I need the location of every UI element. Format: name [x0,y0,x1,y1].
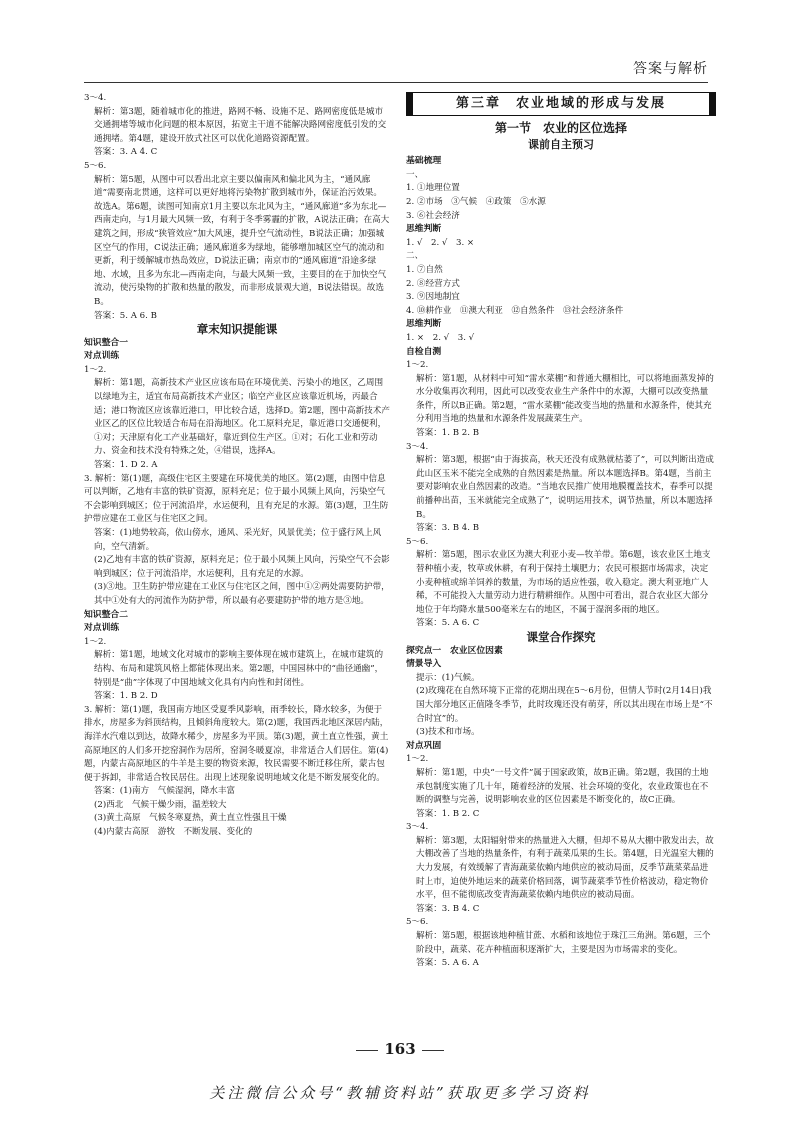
text-line: 1～2. [406,754,429,765]
text-line: 1～2. [84,636,107,647]
sub-heading: 对点巩固 [406,740,442,751]
section-heading: 章末知识提能课 [196,322,278,337]
header-title: 答案与解析 [633,61,708,77]
answer-paragraph: 解析：第1题，中央“一号文件”属于国家政策，故B正确。第2题，我国的土地承包制度实施了几十年，随着经济的发展、社会环境的变化，农业政策也在不断的调整与完善，说明影响农业的区位因素是不断变化的，故C正确。 [416,767,709,806]
text-line: 二、 [406,251,424,262]
answer-paragraph: (2)西北 气候干燥少雨，温差较大 [94,799,227,810]
sub-heading: 思维判断 [406,224,442,235]
page-number-text: 163 [384,1040,416,1058]
answer-paragraph: 解析：第1题，高新技术产业区应该布局在环境优美、污染小的地区，乙周围以绿地为主，适宜布局高新技术产业区；临空产业区应该靠近机场，丙最合适；港口物流区应该靠近港口，甲比较合适，选择D。第2题，图中高新技术产业区乙的区位比较适合布局在沿海地区。化工原料充足，靠近港口交通便利，①对；天津原有化工产业基础好，靠近到位生产区。①对；石化工业和劳动力、资金和技术没有特殊之处，④错误，选择A。 [94,378,390,457]
answer-paragraph: 解析：第5题，图示农业区为澳大利亚小麦—牧羊带。第6题，该农业区土地支替种植小麦，牧草或休耕，有利于保持土壤肥力；农民可根据市场需求，决定小麦种植或绵羊饲养的数量，为市场的适应性强，收入稳定。澳大利亚地广人稀，不可能投入大量劳动力进行精耕细作。从图中可看出，混合农业区大部分地位于年均降水量500毫米左右的地区，不属于湿润多雨的地区。 [416,550,711,615]
answer-paragraph: 答案：3. A 4. C [94,147,158,158]
text-line: 4. ⑩耕作业 ⑪澳大利亚 ⑫自然条件 ⑬社会经济条件 [406,305,624,316]
answer-paragraph: 解析：第3题，根据“由于海拔高，秋天还没有成熟就枯萎了”，可以判断出造成此山区玉米不能完全成熟的自然因素是热量。所以本题选择B。第4题，当前主要对影响农业自然因素的改造。“当地农民推广使用地膜覆盖技术，春季可以提前播种出苗，玉米就能完全成熟了”，说明运用技术，调节热量，所以本题选择B。 [416,455,714,520]
answer-paragraph: 答案：(1)南方 气候湿润，降水丰富 [94,786,236,797]
page-number-rule-left [356,1050,378,1051]
answer-paragraph: 解析：第5题，从图中可以看出北京主要以偏南风和偏北风为主，“通风廊道”需要南北贯通，这样可以更好地将污染物扩散到城市外，保证治污效果。故选A。第6题，读图可知南京1月主要以东北风为主，“通风廊道”多为东北—西南走向，与1月最大风频一致，有利于冬季雾霾的扩散，A说法正确；在高大建筑之间，形成“狭管效应”加大风速，提升空气流动性，B说法正确；加强城区空气的作用，C说法正确；通风廊道多为绿地，能够增加城区空气的流动和更新，利于缓解城市热岛效应，D说法正确；南京市的“通风廊道”沿途多绿地、水域，且多为东北—西南走向，与最大风频一致，主要目的在于加快空气流动，使污染物的扩散和热量的散发，而非形成景观大道，B说法错误。故选B。 [94,174,390,307]
text-line: 5～6. [406,536,429,547]
text-line: 5～6. [406,917,429,928]
text-line: 2. ②市场 ③气候 ④政策 ⑤水源 [406,196,546,207]
answer-paragraph: 解析：第3题，随着城市化的推进，路网不畅、设施不足、路网密度低是城市交通拥堵等城市化问题的根本原因，拓宽主干道不能解决路网密度低引发的交通拥堵。第4题，建设开放式社区可以优化道路资源配置。 [94,106,387,144]
text-line: 1. √ 2. √ 3. × [406,237,475,248]
answer-paragraph: 答案：1. D 2. A [94,460,158,471]
sub-heading: 对点训练 [84,623,120,634]
answer-paragraph: (3)技术和市场。 [416,727,480,738]
answer-paragraph: 答案：5. A 6. B [94,310,157,321]
sub-heading: 对点训练 [84,351,120,362]
answer-paragraph: 答案：5. A 6. A [416,958,479,969]
text-line: 3. 解析：第(1)题，我国南方地区受夏季风影响，雨季较长，降水较多，为便于排水，房屋多为斜顶结构，且倾斜角度较大。第(2)题，我国西北地区深居内陆，海洋水汽难以到达，故降水稀少，房屋多为平顶。第(3)题，黄土直立性强，黄土高原地区的人们多开挖窑洞作为居所，窑洞冬暖夏凉，非常适合人们居住。第(4)题，内蒙古高原地区的牛羊是主要的物资来源，牧民需要不断迁移住所，蒙古包便于拆卸，非常适合牧民居住。出现上述现象说明地域文化是不断发展变化的。 [84,704,389,783]
chapter-title: 第三章 农业地域的形成与发展 [407,93,715,115]
answer-paragraph: (2)玫瑰花在自然环境下正常的花期出现在5～6月份，但情人节时(2月14日)我国大部分地区正值隆冬季节，此时玫瑰还没有萌芽，所以其出现在市场上是“不合时宜”的。 [416,686,713,724]
text-line: 5～6. [84,160,107,171]
sub-heading: 探究点一 农业区位因素 [406,645,503,656]
text-line: 1. ⑦自然 [406,264,443,275]
sub-heading: 知识整合二 [84,609,128,620]
sub-heading: 知识整合一 [84,337,128,348]
right-column-body [406,155,716,971]
sub-heading: 自检自测 [406,346,442,357]
answer-paragraph: (2)乙地有丰富的铁矿资源，原料充足；位于最小风频上风向，污染空气不会影响到城区；位于河流沿岸，水运便利，且有充足的水源。 [94,555,390,579]
answer-paragraph: (4)内蒙古高原 游牧 不断发展、变化的 [94,827,253,838]
text-line: 2. ⑧经营方式 [406,278,460,289]
page-number-rule-right [422,1050,444,1051]
answer-paragraph: 解析：第5题，根据该地种植甘蔗、水稻和该地位于珠江三角洲。第6题，三个阶段中，蔬菜、花卉种植面积逐渐扩大，主要是因为市场需求的变化。 [416,931,711,955]
subsection-title: 课前自主预习 [528,137,594,151]
answer-paragraph: (3)③地。卫生防护带应建在工业区与住宅区之间，图中①②两处需要防护带，其中①处有大的河流作为防护带，所以最有必要建防护带的地方是③地。 [94,582,390,606]
sub-heading: 思维判断 [406,319,442,330]
text-line: 一、 [406,169,424,180]
text-line: 1～2. [406,360,429,371]
text-line: 3. 解析：第(1)题，高级住宅区主要建在环境优美的地区。第(2)题，由图中信息可以判断，乙地有丰富的铁矿资源，原料充足；位于最小风频上风向，污染空气不会影响到城区；位于河流沿岸，水运便利，且有充足的水源。第(3)题，卫生防护带应建在工业区与住宅区之间。 [84,473,389,525]
answer-paragraph: (3)黄土高原 气候冬寒夏热，黄土直立性强且干燥 [94,813,287,824]
right-column [406,92,716,971]
sub-heading: 基础梳理 [406,156,442,167]
answer-paragraph: 答案：3. B 4. C [416,903,480,914]
text-line: 3～4. [84,93,107,103]
text-line: 3～4. [406,441,429,452]
footer-note: 关注微信公众号“教辅资料站”获取更多学习资料 [209,1084,591,1102]
text-line: 3. ⑨因地制宜 [406,292,460,303]
section-title: 第一节 农业的区位选择 [494,121,627,135]
answer-paragraph: 答案：(1)地势较高，依山傍水，通风、采光好，风景优美；位于盛行风上风向，空气清新。 [94,528,382,552]
answer-paragraph: 解析：第1题，从材料中可知“雷水菜棚”和普通大棚相比，可以将地面蒸发掉的水分收集再次利用，因此可以改变农业生产条件中的水源，大棚可以改变热量条件，所以B正确。第2题，“雷水菜棚”能改变当地的热量和水源条件，使其充分利用当地的热量和水源条件发展蔬菜生产。 [416,373,714,425]
answer-paragraph: 答案：1. B 2. C [416,808,480,819]
answer-paragraph: 提示：(1)气候。 [416,672,480,683]
section-heading: 课堂合作探究 [526,629,596,644]
answer-paragraph: 答案：1. B 2. B [416,428,480,439]
text-line: 1. ①地理位置 [406,183,460,194]
page-number [0,1040,800,1058]
answer-paragraph: 答案：5. A 6. C [416,618,480,629]
text-line: 1～2. [84,364,107,375]
chapter-banner [406,92,716,116]
answer-paragraph: 解析：第1题，地域文化对城市的影响主要体现在城市建筑上，在城市建筑的结构、布局和建筑风格上都能体现出来。第2题，中国园林中的“曲径通幽”，特别是“曲”字体现了中国地域文化具有内向性和封闭性。 [94,650,384,688]
text-line: 3～4. [406,822,429,833]
answer-paragraph: 答案：1. B 2. D [94,691,158,702]
page-header [84,52,708,83]
sub-heading: 情景导入 [406,659,442,670]
text-line: 3. ⑥社会经济 [406,210,460,221]
left-column [84,92,390,840]
text-line: 1. × 2. √ 3. √ [406,332,475,343]
answer-paragraph: 解析：第3题，太阳辐射带来的热量进入大棚，但却不易从大棚中散发出去，故大棚改善了当地的热量条件，有利于蔬菜瓜果的生长。第4题，日光温室大棚的大力发展，有效缓解了青海蔬菜依赖内地供应的被动局面，反季节蔬菜菜品进时上市，迫使外地运来的蔬菜价格回落，调节蔬菜季节性价格波动，稳定物价水平，但不能彻底改变青海蔬菜依赖内地供应的被动局面。 [416,835,714,901]
answer-paragraph: 答案：3. B 4. B [416,523,480,534]
